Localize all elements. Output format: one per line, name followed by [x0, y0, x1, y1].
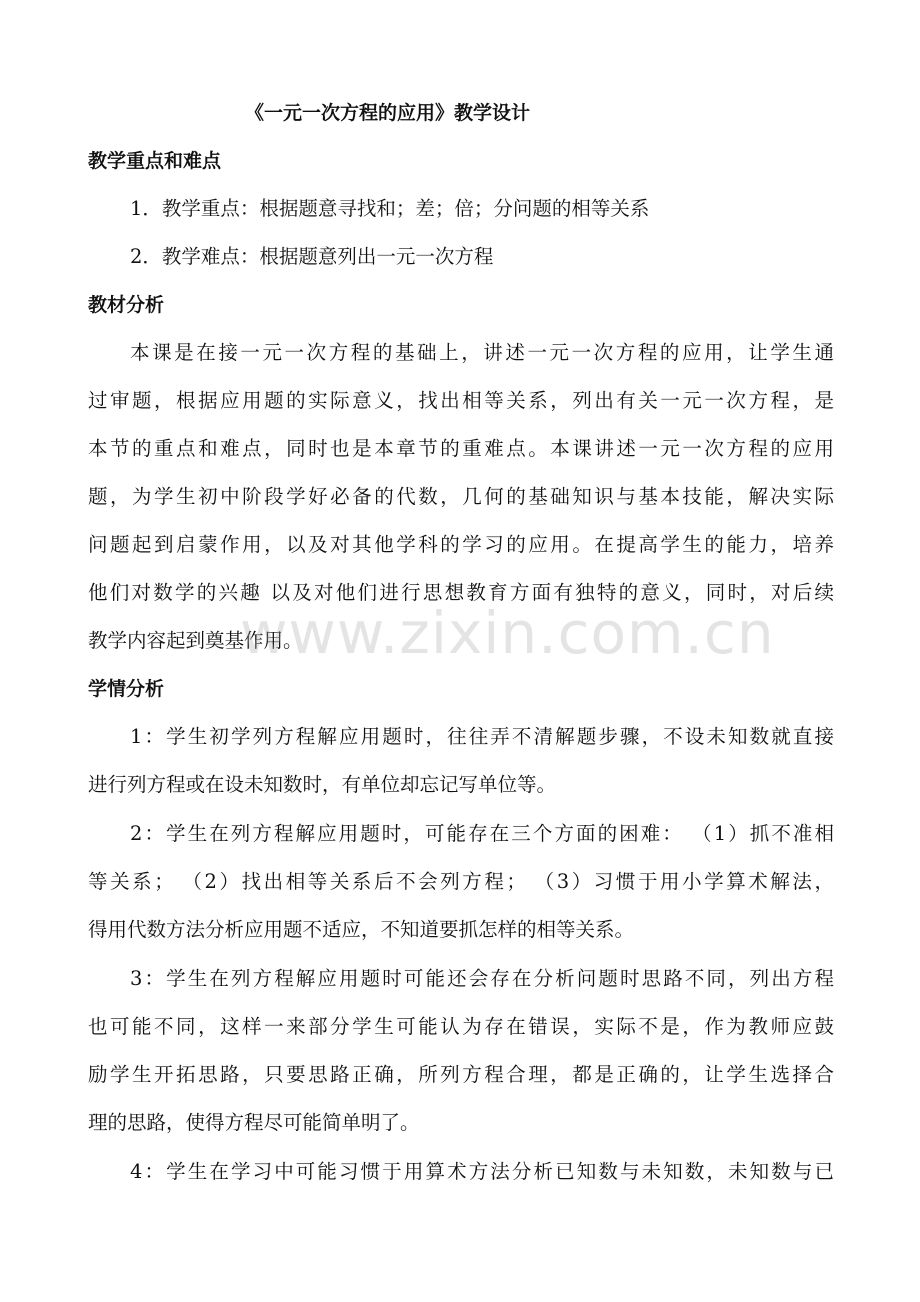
- paragraph-line: 4：学生在学习中可能习惯于用算术方法分析已知数与未知数，未知数与已: [130, 1160, 834, 1183]
- document-title: 《一元一次方程的应用》教学设计: [245, 102, 531, 124]
- section-heading-material-analysis: 教材分析: [88, 294, 165, 316]
- paragraph-line: 题，为学生初中阶段学好必备的代数，几何的基础知识与基本技能，解决实际: [88, 485, 834, 508]
- paragraph-line: 教学内容起到奠基作用。: [88, 629, 303, 652]
- key-point-item: 1．教学重点：根据题意寻找和；差；倍；分问题的相等关系: [130, 197, 650, 220]
- paragraph-line: 本节的重点和难点，同时也是本章节的重难点。本课讲述一元一次方程的应用: [88, 437, 834, 460]
- key-point-item: 2．教学难点：根据题意列出一元一次方程: [130, 245, 494, 268]
- paragraph-line: 进行列方程或在设未知数时，有单位却忘记写单位等。: [88, 773, 557, 796]
- paragraph-line: 2：学生在列方程解应用题时，可能存在三个方面的困难： （1）抓不准相: [130, 822, 834, 845]
- section-heading-learner-analysis: 学情分析: [88, 678, 165, 700]
- paragraph-line: 理的思路，使得方程尽可能简单明了。: [88, 1111, 420, 1134]
- section-heading-key-points: 教学重点和难点: [88, 150, 222, 172]
- paragraph-line: 本课是在接一元一次方程的基础上，讲述一元一次方程的应用，让学生通: [130, 341, 834, 364]
- paragraph-line: 等关系； （2）找出相等关系后不会列方程； （3）习惯于用小学算术解法，: [88, 870, 834, 893]
- watermark-text: www.zixin.com.cn: [240, 599, 775, 667]
- paragraph-line: 过审题，根据应用题的实际意义，找出相等关系，列出有关一元一次方程，是: [88, 389, 834, 412]
- paragraph-line: 3：学生在列方程解应用题时可能还会存在分析问题时思路不同，列出方程: [130, 967, 834, 990]
- paragraph-line: 也可能不同，这样一来部分学生可能认为存在错误，实际不是，作为教师应鼓: [88, 1015, 834, 1038]
- paragraph-line: 1：学生初学列方程解应用题时，往往弄不清解题步骤，不设未知数就直接: [130, 725, 834, 748]
- paragraph-line: 他们对数学的兴趣 以及对他们进行思想教育方面有独特的意义，同时，对后续: [88, 581, 834, 604]
- paragraph-line: 励学生开拓思路，只要思路正确，所列方程合理，都是正确的，让学生选择合: [88, 1063, 834, 1086]
- paragraph-line: 问题起到启蒙作用，以及对其他学科的学习的应用。在提高学生的能力，培养: [88, 533, 834, 556]
- paragraph-line: 得用代数方法分析应用题不适应，不知道要抓怎样的相等关系。: [88, 918, 635, 941]
